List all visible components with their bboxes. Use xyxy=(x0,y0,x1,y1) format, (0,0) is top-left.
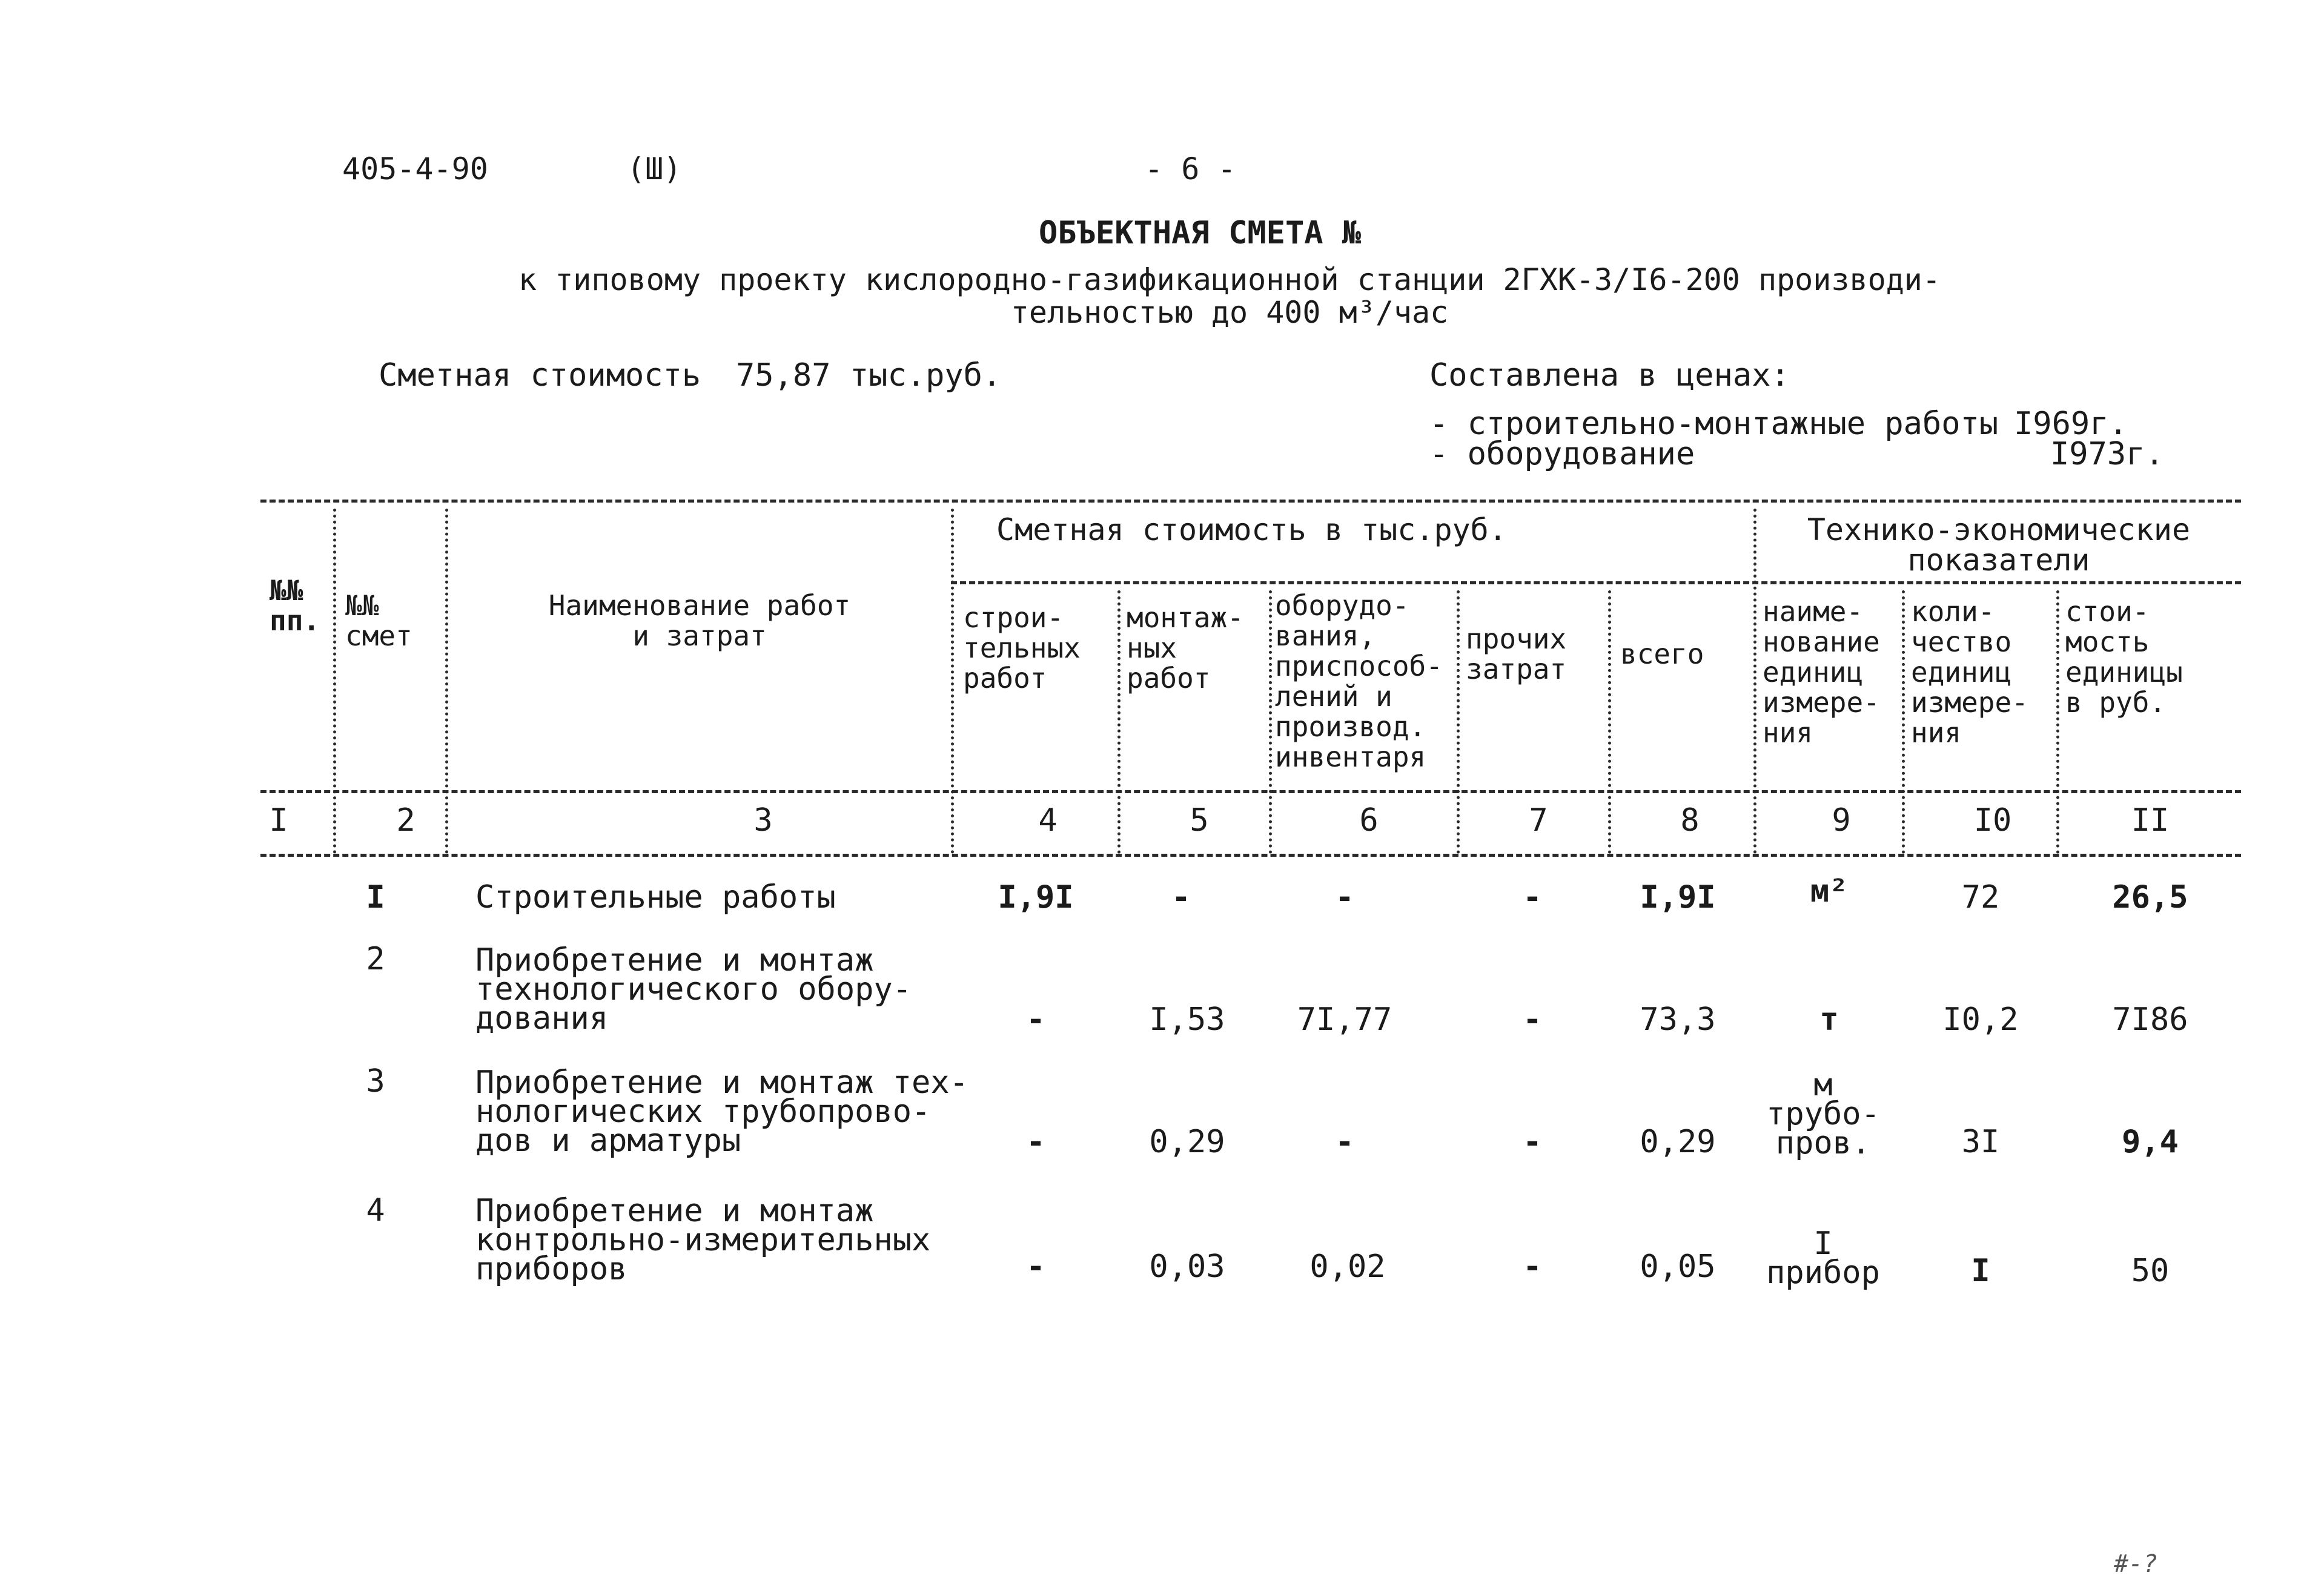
estimated-cost-value: 75,87 тыс.руб. xyxy=(736,357,1002,394)
row-work-name: Приобретение и монтаж тех- нологических трубопрово- дов и арматуры xyxy=(475,1064,968,1159)
column-number: 3 xyxy=(753,802,773,839)
prices-line-1-year: I969г. xyxy=(2014,406,2128,442)
row-equipment-cost: - xyxy=(1335,879,1354,916)
column-numbers-bottom-rule xyxy=(260,854,2241,857)
column-number: 5 xyxy=(1190,802,1209,839)
header-unit-quantity: коли- чество единиц измере- ния xyxy=(1911,595,2028,749)
column-number: 4 xyxy=(1038,802,1058,839)
prices-line-1-label: - строительно-монтажные работы xyxy=(1429,406,1999,442)
table-top-rule xyxy=(260,500,2241,503)
row-other-cost: - xyxy=(1523,879,1542,916)
column-separator xyxy=(1753,509,1756,854)
column-number: I0 xyxy=(1973,802,2012,839)
column-separator xyxy=(1117,590,1121,854)
column-separator xyxy=(1269,590,1272,854)
column-separator xyxy=(1902,590,1905,854)
subtitle-line-2: тельностью до 400 м³/час xyxy=(1010,295,1449,330)
document-code: 405-4-90 xyxy=(342,151,488,186)
header-equipment: оборудо- вания, приспособ- лений и производ. инвентаря xyxy=(1275,589,1443,773)
header-row-number: №№ пп. xyxy=(270,574,320,637)
row-unit-quantity: 72 xyxy=(1961,879,2000,916)
row-unit-name: I прибор xyxy=(1766,1226,1880,1291)
volume-label: (Ш) xyxy=(627,151,682,186)
row-total-cost: 73,3 xyxy=(1640,1001,1716,1038)
column-number: 9 xyxy=(1832,802,1851,839)
row-unit-name: т xyxy=(1819,1001,1839,1038)
row-estimate-number: I xyxy=(366,879,385,916)
header-installation-works: монтаж- ных работ xyxy=(1127,601,1244,695)
row-equipment-cost: - xyxy=(1335,1124,1354,1160)
row-unit-cost: 50 xyxy=(2131,1253,2170,1289)
row-construction-cost: I,9I xyxy=(998,879,1074,916)
column-separator xyxy=(2056,590,2059,854)
row-total-cost: I,9I xyxy=(1640,879,1716,916)
row-unit-cost: 26,5 xyxy=(2112,879,2188,916)
header-construction-works: строи- тельных работ xyxy=(963,601,1081,695)
header-unit-cost: стои- мость единицы в руб. xyxy=(2065,595,2183,719)
group-header-rule xyxy=(951,581,2241,584)
row-other-cost: - xyxy=(1523,1001,1542,1038)
page-title: ОБЪЕКТНАЯ СМЕТА № xyxy=(1039,215,1362,251)
row-work-name: Строительные работы xyxy=(475,879,836,916)
row-estimate-number: 4 xyxy=(366,1192,385,1229)
column-number: 7 xyxy=(1529,802,1548,839)
handwritten-mark: #-? xyxy=(2114,1550,2158,1578)
column-separator xyxy=(1457,590,1460,854)
header-bottom-rule xyxy=(260,790,2241,793)
column-number: 6 xyxy=(1359,802,1379,839)
row-unit-name: м² xyxy=(1810,873,1849,909)
row-installation-cost: 0,29 xyxy=(1149,1124,1225,1160)
row-work-name: Приобретение и монтаж технологического обору- дования xyxy=(475,942,912,1037)
prices-line-2-label: - оборудование xyxy=(1429,436,1695,472)
header-total: всего xyxy=(1620,638,1704,670)
row-other-cost: - xyxy=(1523,1124,1542,1160)
row-equipment-cost: 0,02 xyxy=(1309,1249,1386,1285)
prices-label: Составлена в ценах: xyxy=(1429,357,1790,394)
row-unit-quantity: I0,2 xyxy=(1942,1001,2019,1038)
prices-line-2-year: I973г. xyxy=(2050,436,2164,472)
row-other-cost: - xyxy=(1523,1249,1542,1285)
row-construction-cost: - xyxy=(1026,1001,1045,1038)
estimated-cost-label: Сметная стоимость xyxy=(379,357,701,394)
row-installation-cost: I,53 xyxy=(1149,1001,1225,1038)
column-number: 8 xyxy=(1680,802,1700,839)
page-number: - 6 - xyxy=(1145,151,1236,186)
row-unit-name: м трубо- пров. xyxy=(1766,1067,1880,1161)
header-unit-name: наиме- нование единиц измере- ния xyxy=(1763,595,1880,749)
row-construction-cost: - xyxy=(1026,1249,1045,1285)
column-number: 2 xyxy=(396,802,415,839)
row-total-cost: 0,05 xyxy=(1640,1249,1716,1285)
header-group-cost: Сметная стоимость в тыс.руб. xyxy=(996,512,1507,547)
row-construction-cost: - xyxy=(1026,1124,1045,1160)
row-unit-cost: 7I86 xyxy=(2112,1001,2188,1038)
row-unit-quantity: I xyxy=(1971,1253,1990,1289)
header-work-name: Наименование работ и затрат xyxy=(548,589,851,652)
row-estimate-number: 3 xyxy=(366,1063,385,1100)
column-separator xyxy=(951,509,954,854)
column-separator xyxy=(1608,590,1611,854)
header-estimate-number: №№ смет xyxy=(345,589,412,652)
row-equipment-cost: 7I,77 xyxy=(1297,1001,1392,1038)
header-group-tech: Технико-экономические показатели xyxy=(1807,512,2191,578)
row-total-cost: 0,29 xyxy=(1640,1124,1716,1160)
column-number: I xyxy=(269,802,288,839)
subtitle-line-1: к типовому проекту кислородно-газификационной станции 2ГХК-3/I6-200 производи- xyxy=(518,262,1941,297)
row-estimate-number: 2 xyxy=(366,941,385,977)
column-separator xyxy=(445,509,448,854)
column-separator xyxy=(333,509,336,854)
row-installation-cost: 0,03 xyxy=(1149,1249,1225,1285)
row-work-name: Приобретение и монтаж контрольно-измерительных приборов xyxy=(475,1193,931,1287)
row-unit-cost: 9,4 xyxy=(2122,1124,2179,1160)
row-installation-cost: - xyxy=(1171,879,1191,916)
column-number: II xyxy=(2131,802,2170,839)
row-unit-quantity: 3I xyxy=(1961,1124,2000,1160)
header-other-costs: прочих затрат xyxy=(1466,622,1567,685)
